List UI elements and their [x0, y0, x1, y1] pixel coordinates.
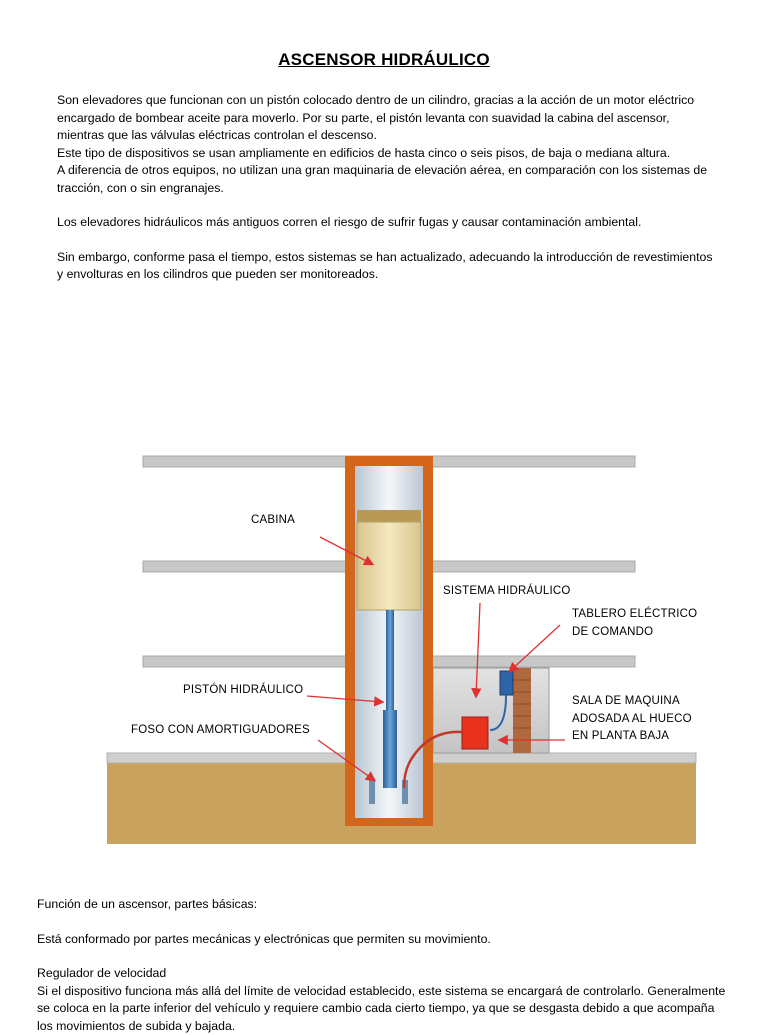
intro-paragraph-5: Sin embargo, conforme pasa el tiempo, estos sistemas se han actualizado, adecuando la introducción de revestimientos y envolturas en los cilindros que pueden ser monitoreados. — [57, 249, 717, 284]
cabin — [357, 522, 421, 610]
piston-cylinder — [383, 710, 397, 788]
label-sistema-hidraulico: SISTEMA HIDRÁULICO — [443, 583, 571, 601]
intro-paragraph-2: Este tipo de dispositivos se usan ampliamente en edificios de hasta cinco o seis pisos, de baja o mediana altura. — [57, 145, 717, 163]
intro-text — [57, 92, 717, 284]
label-sala-line3: EN PLANTA BAJA — [572, 728, 692, 746]
hydraulic-elevator-diagram — [0, 440, 768, 860]
label-tablero-electrico — [572, 606, 697, 641]
cabin-top — [357, 510, 421, 522]
section-heading-regulador: Regulador de velocidad — [37, 965, 727, 983]
hydraulic-pump — [462, 717, 488, 749]
page-title: ASCENSOR HIDRÁULICO — [0, 50, 768, 70]
section-paragraph-regulador: Si el dispositivo funciona más allá del límite de velocidad establecido, este sistema se encargará de controlarlo. Generalmente se coloca en la parte inferior del vehículo y requiere cambio cada cierto tiempo, ya que se desgasta debido a que acompaña los movimientos de subida y bajada. — [37, 983, 727, 1035]
label-tablero-line2: DE COMANDO — [572, 624, 697, 642]
intro-paragraph-3: A diferencia de otros equipos, no utilizan una gran maquinaria de elevación aérea, en comparación con los sistemas de tracción, con o sin engranajes. — [57, 162, 717, 197]
label-sala-line2: ADOSADA AL HUECO — [572, 711, 692, 729]
label-cabina: CABINA — [251, 512, 295, 530]
intro-paragraph-1: Son elevadores que funcionan con un pistón colocado dentro de un cilindro, gracias a la acción de un motor eléctrico encargado de bombear aceite para moverlo. Por su parte, el pistón levanta con suavidad la cabina del ascensor, mientras que las válvulas eléctricas controlan el descenso. — [57, 92, 717, 145]
intro-paragraph-4: Los elevadores hidráulicos más antiguos corren el riesgo de sufrir fugas y causar contaminación ambiental. — [57, 214, 717, 232]
section-heading-funcion: Función de un ascensor, partes básicas: — [37, 896, 727, 914]
label-foso: FOSO CON AMORTIGUADORES — [131, 722, 310, 740]
piston-rod — [386, 610, 394, 710]
label-piston: PISTÓN HIDRÁULICO — [183, 682, 303, 700]
label-sala-maquina — [572, 693, 692, 746]
label-tablero-line1: TABLERO ELÉCTRICO — [572, 606, 697, 624]
bottom-text — [37, 896, 727, 1035]
label-sala-line1: SALA DE MAQUINA — [572, 693, 692, 711]
section-paragraph-partes: Está conformado por partes mecánicas y electrónicas que permiten su movimiento. — [37, 931, 727, 949]
control-panel — [500, 671, 513, 695]
diagram-illustration — [0, 440, 768, 860]
